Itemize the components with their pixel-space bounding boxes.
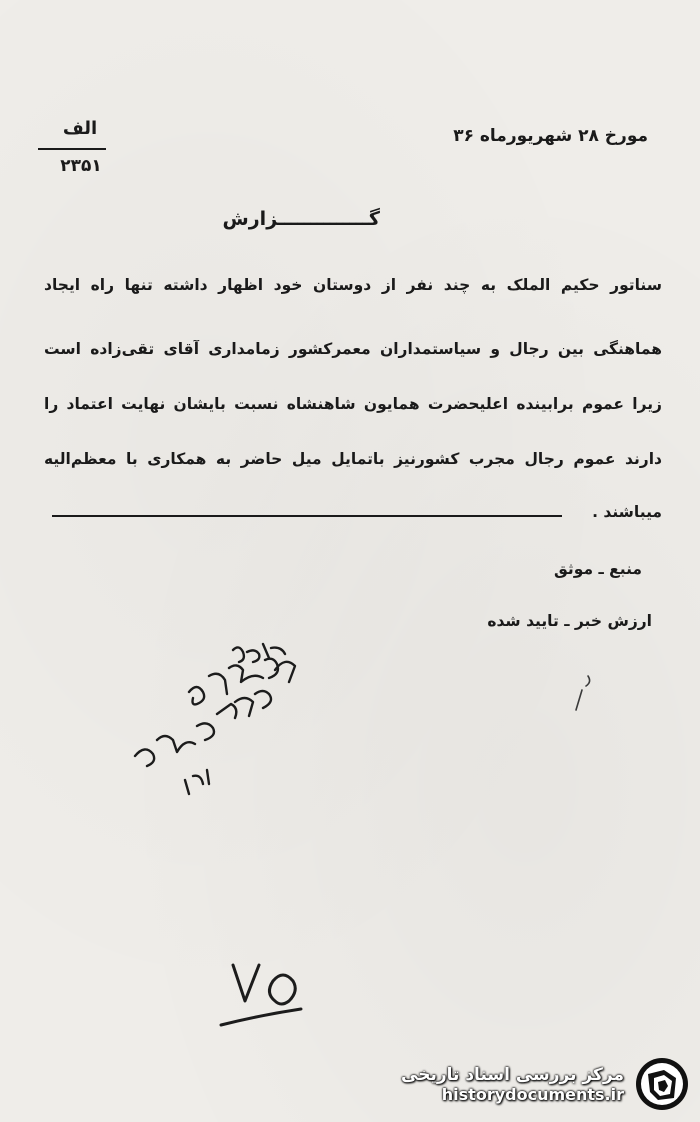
handwritten-signature <box>105 640 315 800</box>
body-last-line: میباشند . <box>592 503 662 521</box>
body-line: زیرا عموم برابینده اعلیحضرت همایون شاهنشاه نسبت بایشان نهایت اعتماد را <box>44 395 662 413</box>
news-value-label: ارزش خبر ـ تایید شده <box>487 612 652 630</box>
archive-watermark <box>401 1054 690 1114</box>
reference-divider <box>38 148 106 150</box>
end-of-text-rule <box>52 515 562 517</box>
source-label: منبع ـ موثق <box>553 560 642 578</box>
body-line: سناتور حکیم الملک به چند نفر از دوستان خود اظهار داشته تنها راه ایجاد <box>44 276 662 294</box>
reference-label: الف <box>62 118 98 139</box>
watermark-url: historydocuments.ir <box>441 1084 624 1104</box>
document-heading: گــــــــــــــزارش <box>222 208 380 230</box>
stray-pen-mark <box>568 672 598 717</box>
archive-logo-icon <box>634 1056 690 1112</box>
reference-number: ۲۳۵۱ <box>60 156 102 176</box>
watermark-title: مرکز بررسی اسناد تاریخی <box>401 1064 624 1085</box>
body-line: دارند عموم رجال مجرب کشورنیز باتمایل میل حاضر به همکاری با معظم‌الیه <box>44 450 662 468</box>
body-line: هماهنگی بین رجال و سیاستمداران معمرکشور زمامداری آقای تقی‌زاده است <box>44 340 662 358</box>
document-date: مورخ ۲۸ شهریورماه ۳۶ <box>453 126 648 146</box>
handwritten-page-number <box>215 955 305 1030</box>
